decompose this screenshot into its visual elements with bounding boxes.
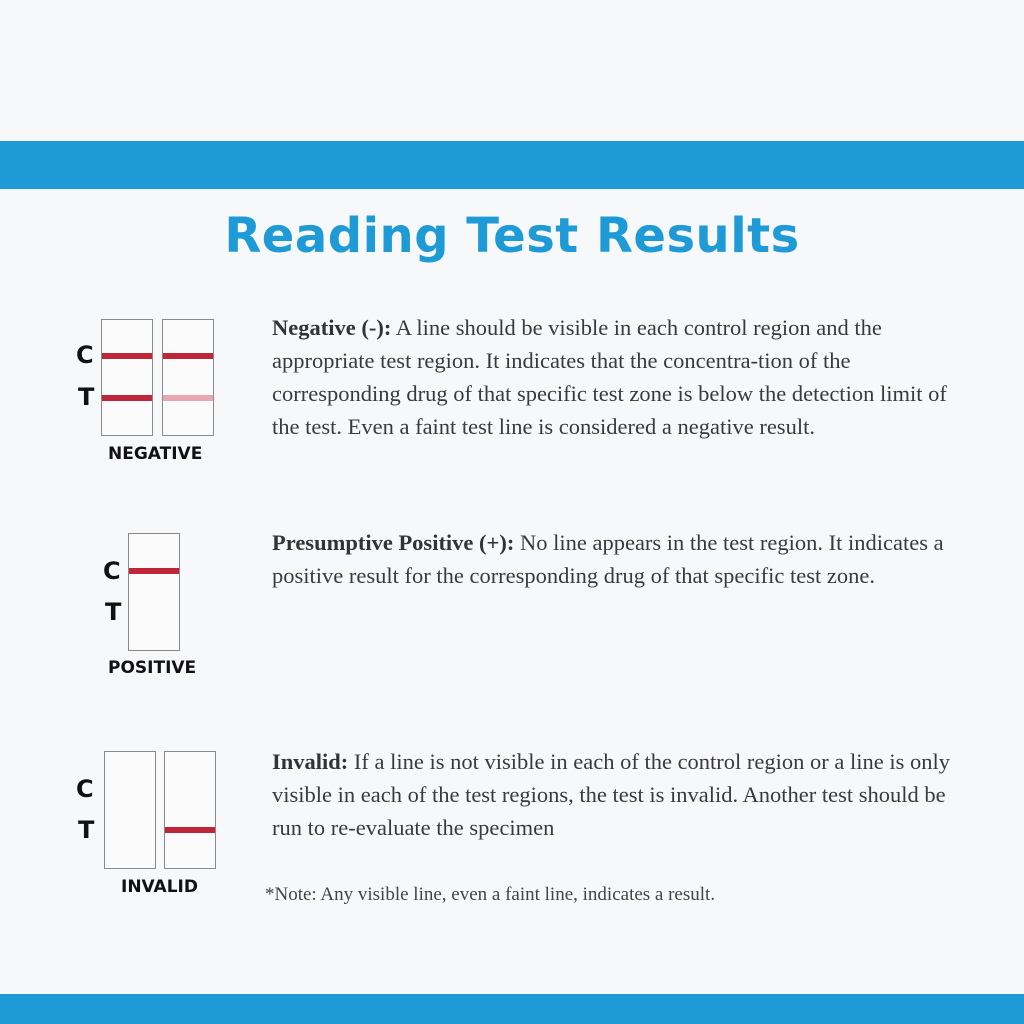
negative-caption: NEGATIVE	[108, 444, 203, 464]
test-label: T	[78, 816, 95, 844]
control-line	[102, 353, 152, 359]
control-label: C	[76, 775, 94, 803]
positive-description	[272, 526, 972, 592]
negative-heading: Negative (-):	[272, 315, 392, 340]
positive-text: No line appears in the test region. It indicates a positive result for the corresponding drug of that specific test zone.	[272, 530, 944, 588]
test-strip	[128, 533, 180, 651]
footnote: *Note: Any visible line, even a faint line, indicates a result.	[265, 884, 716, 905]
test-strip-2	[164, 751, 216, 869]
bottom-banner	[0, 994, 1024, 1024]
top-banner	[0, 141, 1024, 189]
test-label: T	[78, 383, 95, 411]
control-label: C	[103, 557, 121, 585]
negative-description	[272, 311, 972, 443]
test-label: T	[105, 598, 122, 626]
invalid-description	[272, 745, 972, 844]
control-line	[129, 568, 179, 574]
test-strip-1	[104, 751, 156, 869]
control-label: C	[76, 341, 94, 369]
positive-heading: Presumptive Positive (+):	[272, 530, 515, 555]
page-title: Reading Test Results	[224, 208, 800, 264]
faint-test-line	[163, 395, 213, 401]
invalid-caption: INVALID	[121, 877, 198, 897]
invalid-text: If a line is not visible in each of the control region or a line is only visible in each of the test regions, the test is invalid. Another test should be run to re-evaluate the specimen	[272, 749, 951, 840]
test-strip-1	[101, 319, 153, 436]
positive-caption: POSITIVE	[108, 658, 197, 678]
test-strip-2	[162, 319, 214, 436]
test-line	[102, 395, 152, 401]
control-line	[163, 353, 213, 359]
invalid-heading: Invalid:	[272, 749, 349, 774]
negative-text: A line should be visible in each control region and the appropriate test region. It indicates that the concentra-tion of the corresponding drug of that specific test zone is below the detection limit of the test. Even a faint test line is considered a negative result.	[272, 315, 947, 439]
test-line	[165, 827, 215, 833]
